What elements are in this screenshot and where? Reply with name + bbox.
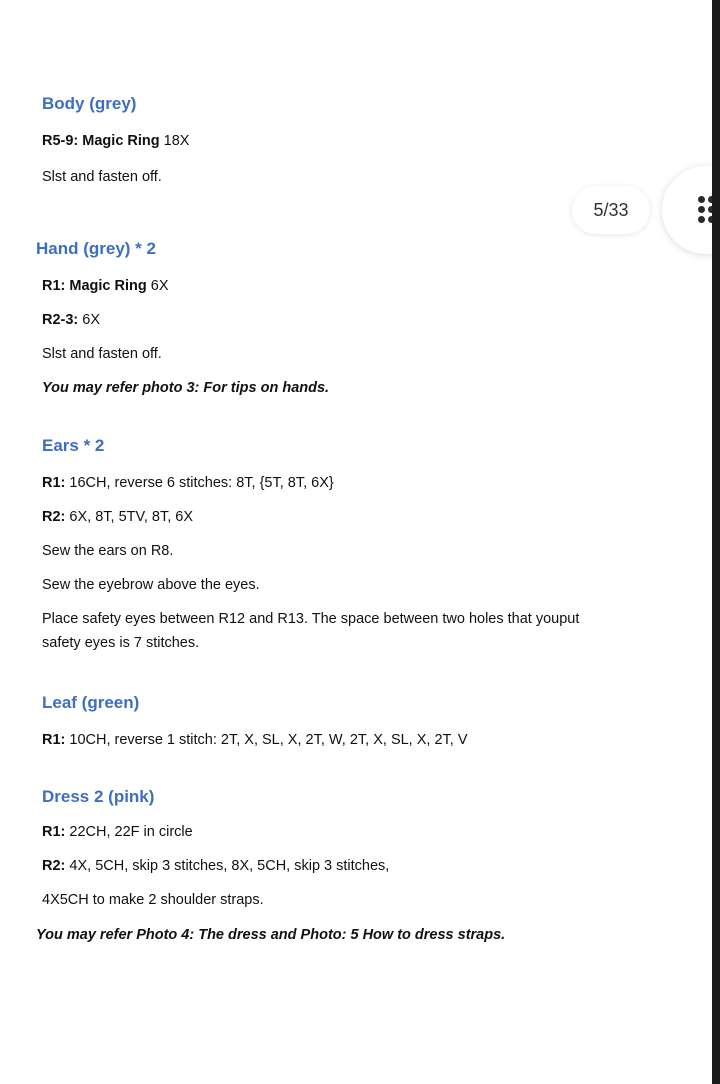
round-text: 10CH, reverse 1 stitch: 2T, X, SL, X, 2T, W, 2T, X, SL, X, 2T, V [65, 732, 468, 748]
body-round-1 [42, 129, 189, 153]
round-label: R2-3: [42, 312, 79, 328]
round-text: 6X [146, 278, 169, 294]
ears-line-3: Sew the ears on R8. [42, 543, 174, 559]
dress-round-2 [42, 854, 389, 878]
round-label: R1: [42, 475, 66, 491]
ears-round-2 [42, 505, 193, 529]
hand-round-1 [42, 274, 169, 298]
screen-edge [712, 0, 720, 1084]
round-label: R2: [42, 858, 66, 874]
dress-round-1 [42, 820, 193, 844]
section-title-hand: Hand (grey) * 2 [36, 239, 156, 258]
round-label: R2: [42, 509, 66, 525]
round-label: R1: Magic Ring [42, 278, 147, 294]
hand-note: You may refer photo 3: For tips on hands. [42, 380, 330, 396]
round-text: 4X, 5CH, skip 3 stitches, 8X, 5CH, skip 3 stitches, [65, 858, 390, 874]
round-text: 22CH, 22F in circle [65, 824, 193, 840]
section-title-dress: Dress 2 (pink) [42, 787, 155, 806]
round-label: R1: [42, 824, 66, 840]
hand-round-2 [42, 308, 100, 332]
round-text: 18X [159, 133, 190, 149]
ears-round-1 [42, 471, 334, 495]
body-line-2: Slst and fasten off. [42, 169, 162, 185]
round-label: R5-9: Magic Ring [42, 133, 160, 149]
round-text: 6X [78, 312, 101, 328]
round-label: R1: [42, 732, 66, 748]
ears-line-4: Sew the eyebrow above the eyes. [42, 577, 260, 593]
dress-line-3: 4X5CH to make 2 shoulder straps. [42, 892, 264, 908]
section-title-body: Body (grey) [42, 94, 137, 113]
leaf-round-1 [42, 728, 468, 752]
dress-note: You may refer Photo 4: The dress and Photo: 5 How to dress straps. [36, 927, 506, 943]
section-title-leaf: Leaf (green) [42, 693, 140, 712]
hand-line-3: Slst and fasten off. [42, 346, 162, 362]
section-title-ears: Ears * 2 [42, 436, 105, 455]
page-indicator[interactable] [572, 186, 650, 234]
round-text: 16CH, reverse 6 stitches: 8T, {5T, 8T, 6X} [65, 475, 334, 491]
round-text: 6X, 8T, 5TV, 8T, 6X [65, 509, 193, 525]
page-indicator-label: 5/33 [593, 199, 629, 220]
ears-line-5: Place safety eyes between R12 and R13. The space between two holes that youput safety eyes is 7 stitches. [42, 611, 580, 651]
